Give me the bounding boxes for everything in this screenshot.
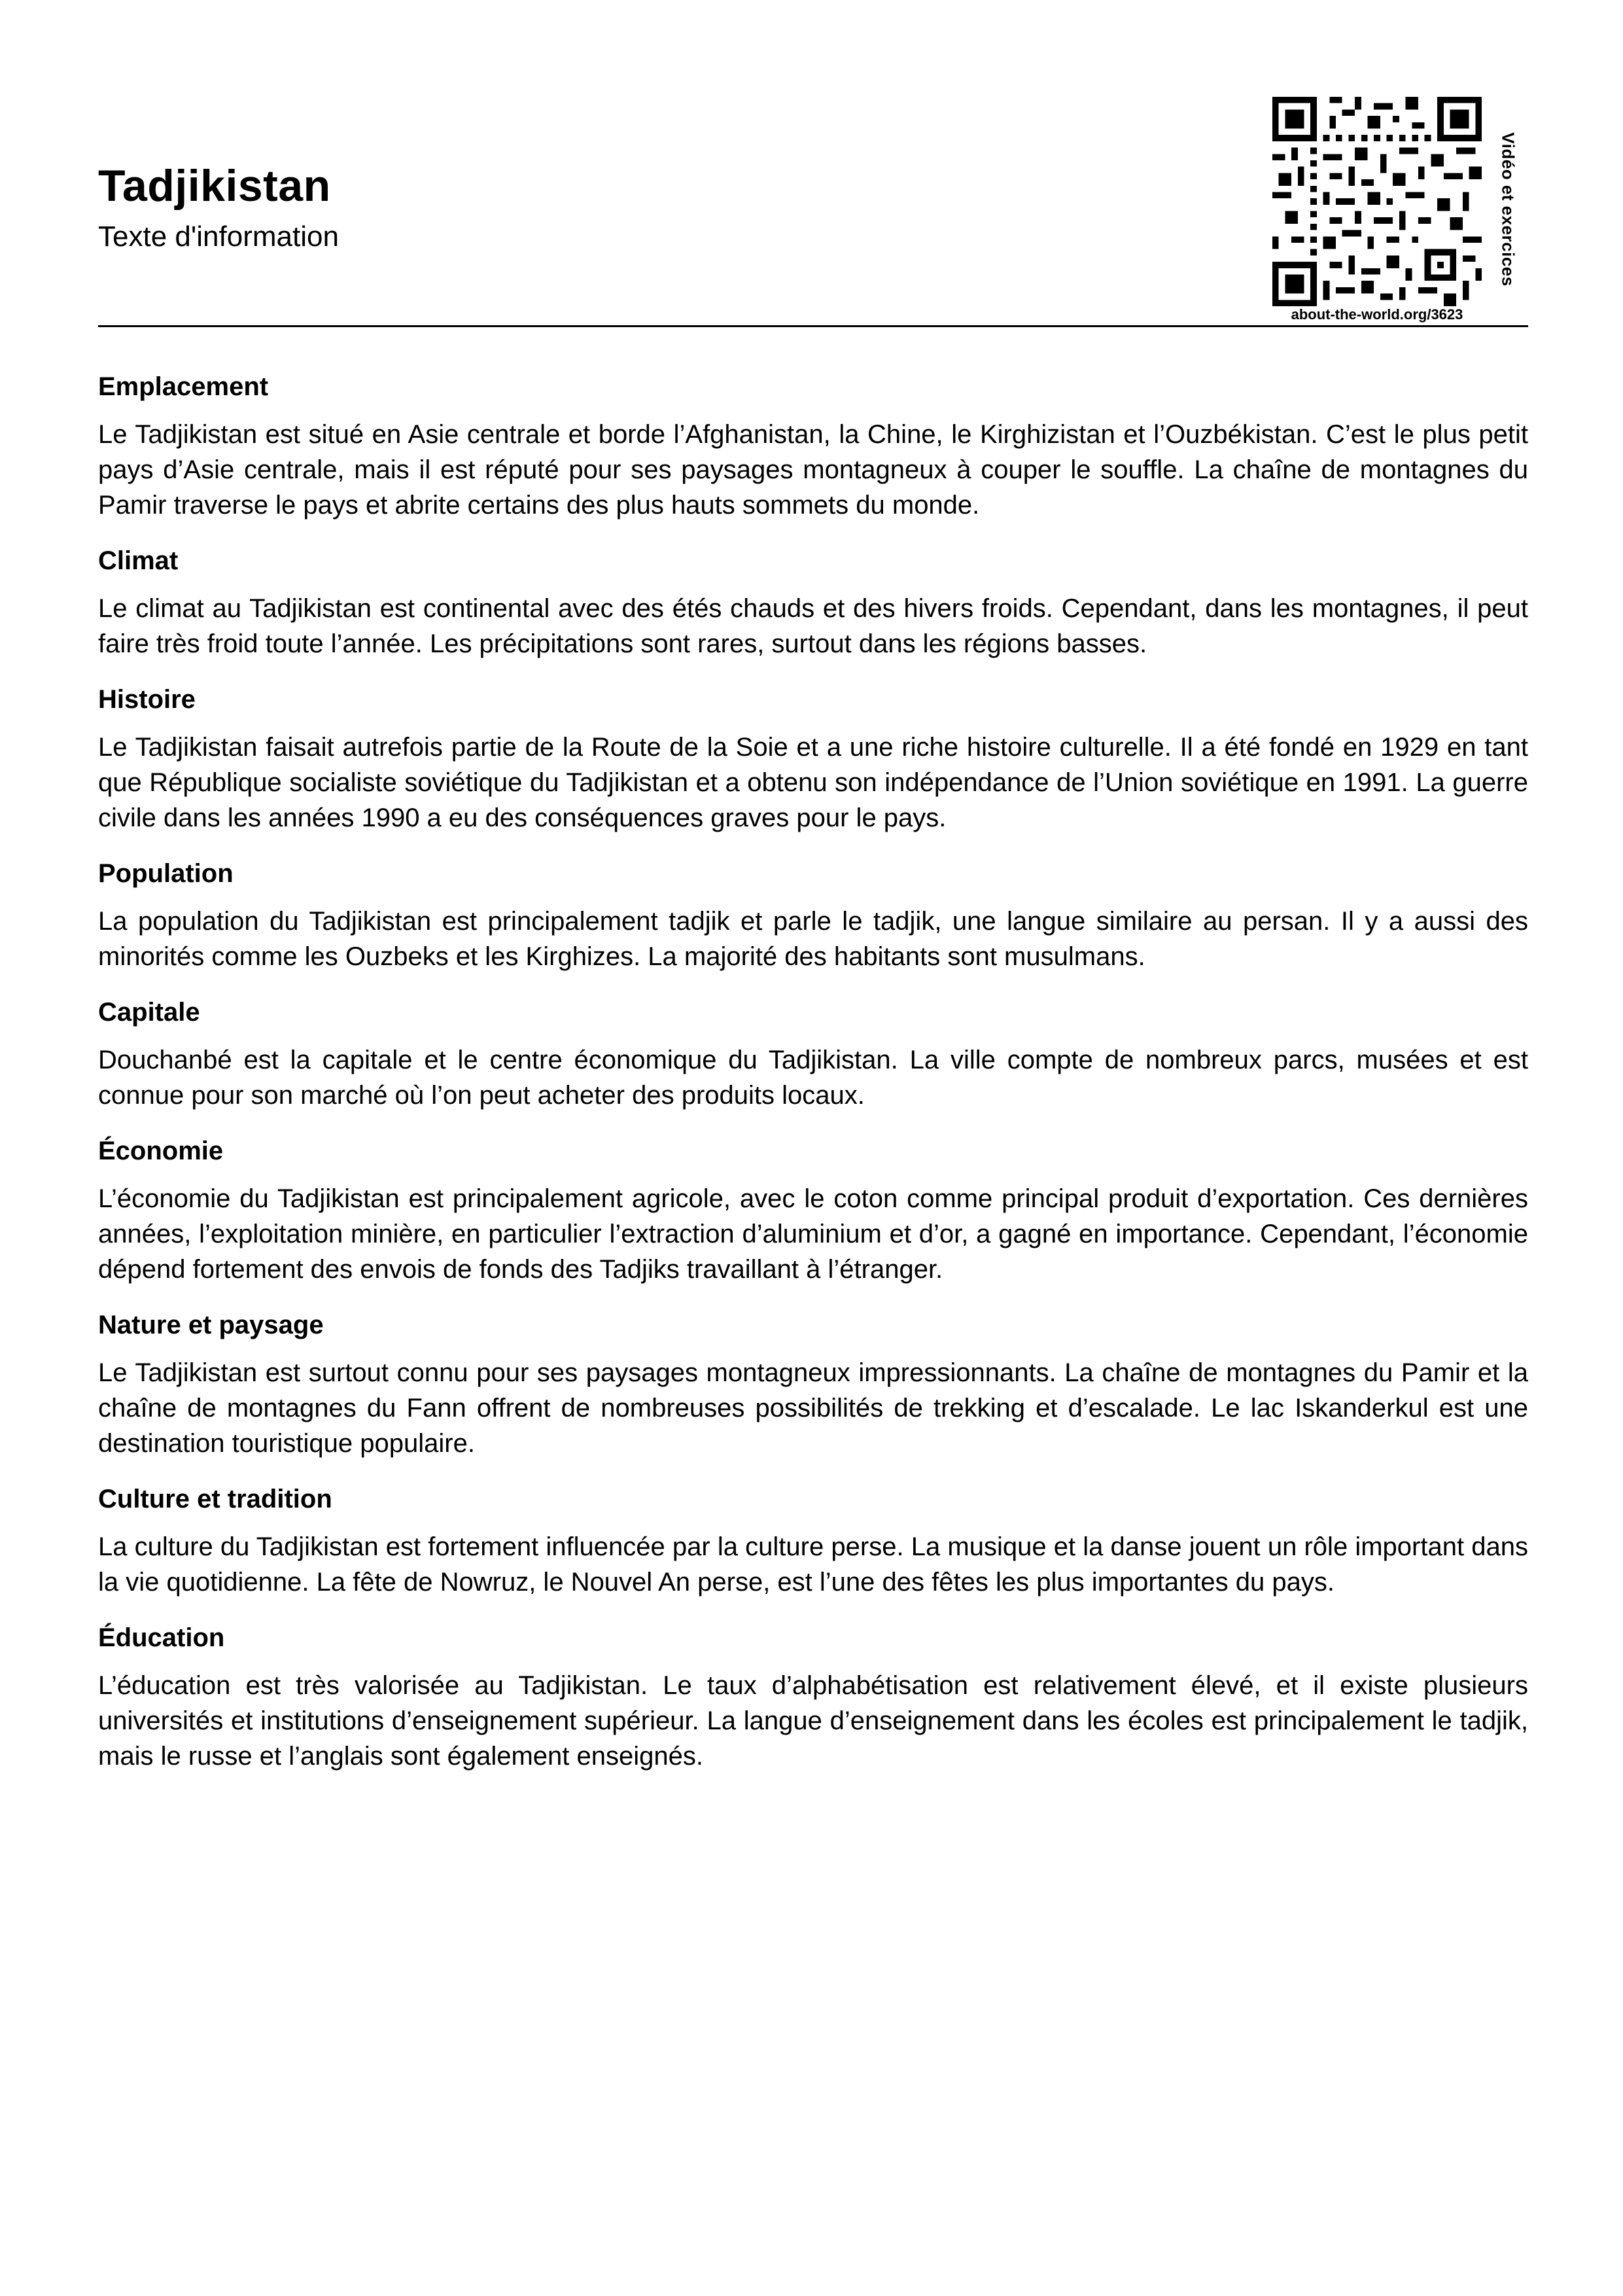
section-text: Le Tadjikistan est surtout connu pour ses paysages montagneux impressionnants. La chaîne de montagnes du Pamir et la chaîne de montagnes du Fann offrent de nombreuses possibilités de trekking et d’escalade. Le lac Iskanderkul est une destination touristique populaire. <box>98 1358 1528 1458</box>
page-subtitle: Texte d'information <box>98 221 339 253</box>
section-heading: Éducation <box>98 1623 225 1652</box>
section-culture-et-tradition <box>98 1483 1528 1600</box>
section-text: La culture du Tadjikistan est fortement influencée par la culture perse. La musique et la danse jouent un rôle important dans la vie quotidienne. La fête de Nowruz, le Nouvel An perse, est l’une des fêtes les plus importantes du pays. <box>98 1532 1528 1597</box>
qr-code-icon[interactable] <box>1272 97 1482 306</box>
section-text: Douchanbé est la capitale et le centre économique du Tadjikistan. La ville compte de nombreux parcs, musées et est connue pour son marché où l’on peut acheter des produits locaux. <box>98 1046 1528 1110</box>
section-capitale <box>98 997 1528 1113</box>
qr-side-label-text: Vidéo et exercices <box>1498 132 1518 287</box>
qr-side-label <box>1488 118 1527 301</box>
section-heading: Population <box>98 859 234 888</box>
section-nature-et-paysage <box>98 1309 1528 1461</box>
qr-url-link[interactable]: about-the-world.org/3623 <box>1291 306 1463 323</box>
page-title: Tadjikistan <box>98 161 331 211</box>
section-heading: Culture et tradition <box>98 1485 332 1513</box>
section-education <box>98 1622 1528 1774</box>
qr-block <box>1272 92 1528 325</box>
section-population <box>98 858 1528 974</box>
section-climat <box>98 545 1528 662</box>
section-text: Le Tadjikistan faisait autrefois partie de la Route de la Soie et a une riche histoire culturelle. Il a été fondé en 1929 en tant que République socialiste soviétique du Tadjikistan et a obtenu son indépendance de l’Union soviétique en 1991. La guerre civile dans les années 1990 a eu des conséquences graves pour le pays. <box>98 733 1528 832</box>
section-text: La population du Tadjikistan est principalement tadjik et parle le tadjik, une langue similaire au persan. Il y a aussi des minorités comme les Ouzbeks et les Kirghizes. La majorité des habitants sont musulmans. <box>98 907 1528 971</box>
section-heading: Climat <box>98 546 179 575</box>
section-heading: Emplacement <box>98 372 269 401</box>
section-emplacement <box>98 371 1528 523</box>
document-body <box>98 371 1528 1796</box>
section-heading: Nature et paysage <box>98 1311 324 1339</box>
section-economie <box>98 1135 1528 1287</box>
section-text: Le Tadjikistan est situé en Asie centrale et borde l’Afghanistan, la Chine, le Kirghizistan et l’Ouzbékistan. C’est le plus petit pays d’Asie centrale, mais il est réputé pour ses paysages montagneux à couper le souffle. La chaîne de montagnes du Pamir traverse le pays et abrite certains des plus hauts sommets du monde. <box>98 420 1528 520</box>
page-header <box>98 92 1528 327</box>
section-heading: Capitale <box>98 998 200 1027</box>
section-text: L’économie du Tadjikistan est principalement agricole, avec le coton comme principal produit d’exportation. Ces dernières années, l’exploitation minière, en particulier l’extraction d’aluminium et d’or, a gagné en importance. Cependant, l’économie dépend fortement des envois de fonds des Tadjiks travaillant à l’étranger. <box>98 1184 1528 1284</box>
section-heading: Économie <box>98 1137 224 1165</box>
section-histoire <box>98 684 1528 836</box>
section-text: L’éducation est très valorisée au Tadjikistan. Le taux d’alphabétisation est relativement élevé, et il existe plusieurs universités et institutions d’enseignement supérieur. La langue d’enseignement dans les écoles est principalement le tadjik, mais le russe et l’anglais sont également enseignés. <box>98 1671 1528 1771</box>
section-heading: Histoire <box>98 685 196 714</box>
section-text: Le climat au Tadjikistan est continental avec des étés chauds et des hivers froids. Cependant, dans les montagnes, il peut faire très froid toute l’année. Les précipitations sont rares, surtout dans les régions basses. <box>98 594 1528 658</box>
